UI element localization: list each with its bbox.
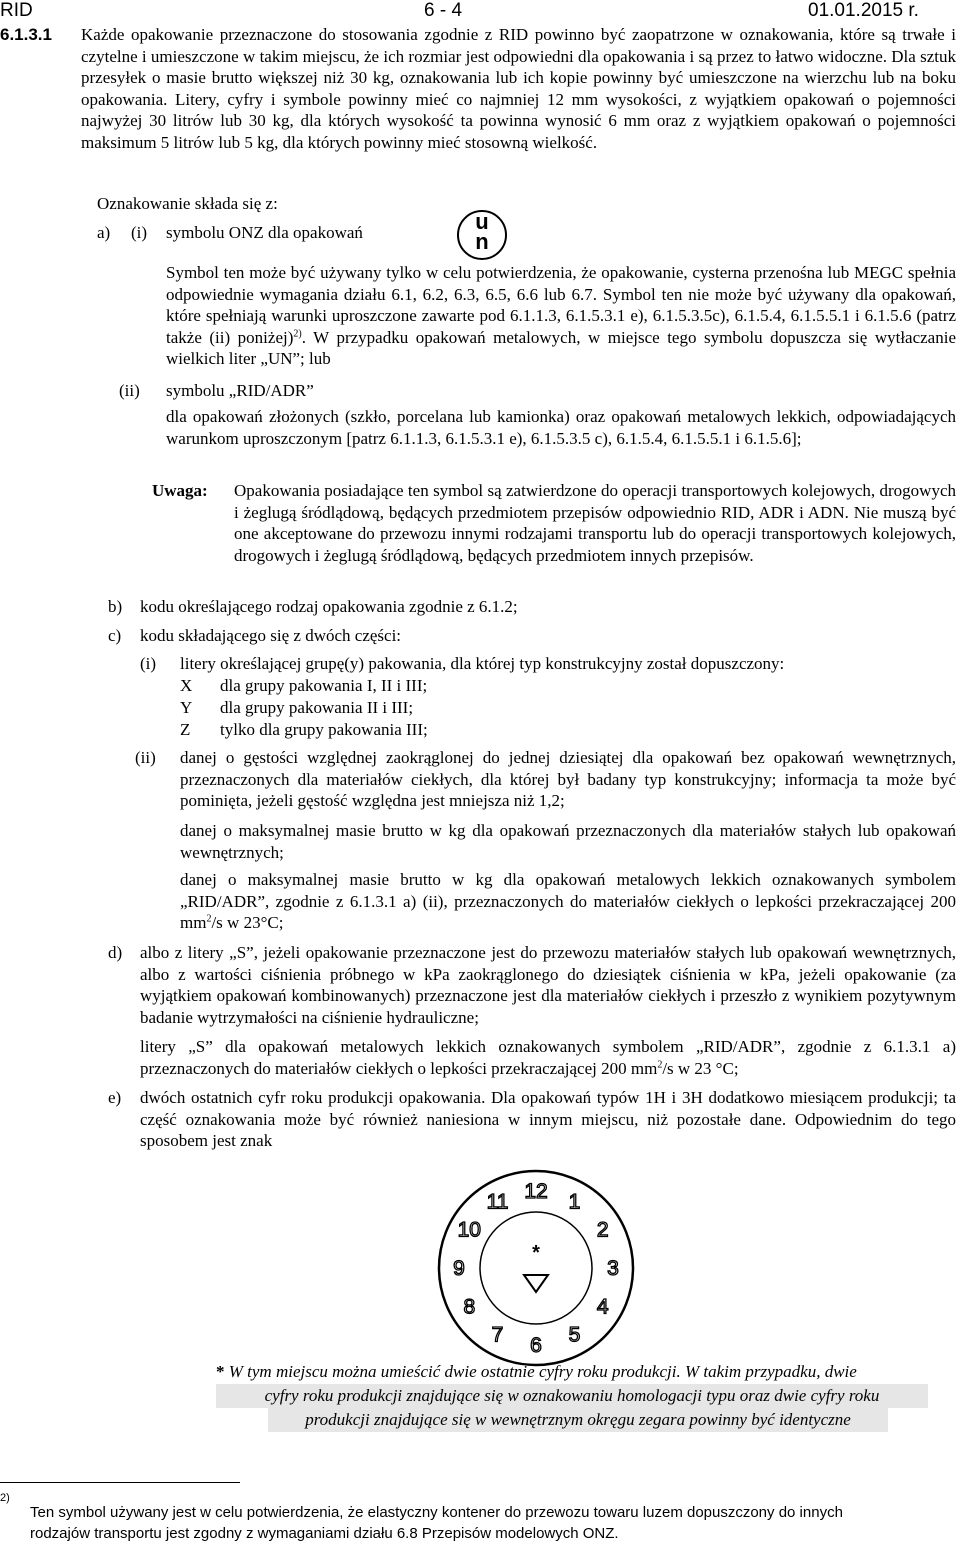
clock-month-pointer [524,1275,548,1292]
item-c-label: c) [108,626,122,645]
clock-numbers [453,1180,619,1357]
clock-inner-ring [480,1212,592,1324]
item-c-ii-label: (ii) [135,748,156,767]
item-a-i-description: Symbol ten może być używany tylko w celu potwierdzenia, że opakowanie, cysterna przenośna lub MEGC spełnia odpowiednie wymagania działu 6.1, 6.2, 6.3, 6.5, 6.6 lub 6.7. Symbol ten nie może być używany dla opakowań, które spełniają warunki uproszczone zawarte pod 6.1.1.3, 6.1.5.3.1 e), 6.1.5.3.5c), 6.1.5.4, 6.1.5.5.1 i 6.1.5.6 (patrz także (ii) poniżej)$^{2)}$. W przypadku opakowań metalowych, w miejsce tego symbolu dopuszcza się wytłaczanie wielkich liter „UN”; lub [166,263,956,369]
clock-center-star: * [532,1242,540,1264]
footnote-separator [0,1482,240,1483]
footnote-line-1: Ten symbol używany jest w celu potwierdzenia, że elastyczny kontener do przewozu towaru luzem dopuszczony do innych [30,1504,843,1521]
clock-number-2: 2 [596,1218,609,1242]
item-d-text2: litery „S” dla opakowań metalowych lekkich oznakowanych symbolem „RID/ADR”, zgodnie z 6.1.3.1 a) przeznaczonych do materiałów ciekłych o lepkości przekraczającej 200 $mm^2/s$ w 23 °C; [140,1037,956,1078]
clock-number-1: 1 [568,1190,581,1214]
section-intro: Każde opakowanie przeznaczone do stosowania zgodnie z RID powinno być zaopatrzone w oznakowania, które są trwałe i czytelne i umieszczone w takim miejscu, że ich rozmiar jest odpowiedni dla opakowania i są przez to łatwo widoczne. Dla sztuk przesyłek o masie brutto większej niż 30 kg, oznakowania lub ich kopie powinny być umieszczone na wierzchu lub na boku opakowania. Litery, cyfry i symbole powinny mieć co najmniej 12 mm wysokości, z wyjątkiem opakowań o pojemności najwyżej 30 litrów lub 30 kg, dla których wysokość ta powinna wynosić 6 mm oraz z wyjątkiem opakowań o pojemności maksimum 5 litrów lub 5 kg, dla których powinny mieć stosowną wielkość. [81,25,956,152]
note-line-2: cyfry roku produkcji znajdujące się w oznakowaniu homologacji typu oraz dwie cyfry roku [216,1384,928,1408]
item-a-ii-description: dla opakowań złożonych (szkło, porcelana lub kamionka) oraz opakowań metalowych lekkich, odpowiadających warunkom uproszczonym [patrz 6.1.1.3, 6.1.5.3.1 e), 6.1.5.3.5 c), 6.1.5.4, 6.1.5.5.1 i 6.1.5.6]; [166,407,956,448]
item-c-ii-text2: danej o maksymalnej masie brutto w kg dla opakowań przeznaczonych dla materiałów stałych lub opakowań wewnętrznych; [180,821,956,862]
item-e-label: e) [108,1088,122,1107]
item-b-text: kodu określającego rodzaj opakowania zgodnie z 6.1.2; [140,597,518,616]
group-y-letter: Y [180,698,193,717]
item-a-label: a) [97,223,111,242]
clock-number-9: 9 [453,1257,465,1280]
clock-number-12: 12 [524,1180,548,1203]
header-date: 01.01.2015 r. [808,0,919,21]
un-symbol [457,210,507,260]
note-star: * [216,1362,225,1381]
uwaga-text: Opakowania posiadające ten symbol są zatwierdzone do operacji transportowych kolejowych, drogowych i żeglugą śródlądową, będących przedmiotem przepisów odpowiednio RID, ADR i ADN. Nie muszą być one akceptowane do przewozu innymi rodzajami transportu lub do operacji transportowych kolejowych, drogowych i żeglugą śródlądową, będących przedmiotem innych przepisów. [234,481,956,565]
clock-number-3: 3 [607,1257,619,1280]
item-c-ii-text3: danej o maksymalnej masie brutto w kg dla opakowań metalowych lekkich oznakowanych symbolem „RID/ADR”, zgodnie z 6.1.3.1 a) (ii), przeznaczonych do materiałów ciekłych o lepkości przekraczającej 200 $mm^2/s$ w 23°C; [180,870,956,933]
group-y-text: dla grupy pakowania II i III; [220,698,414,717]
item-c-ii-text1: danej o gęstości względnej zaokrąglonej do jednej dziesiątej dla opakowań bez opakowań wewnętrznych, przeznaczonych dla materiałów ciekłych, dla której był badany typ konstrukcyjny; informacja ta może być pominięta, jeżeli gęstość względna jest mniejsza niż 1,2; [180,748,956,811]
clock-number-7: 7 [491,1323,504,1347]
item-c-i-text: litery określającej grupę(y) pakowania, dla której typ konstrukcyjny został dopuszczony: [180,654,785,673]
item-b-label: b) [108,597,123,616]
header-left: RID [0,0,33,21]
clock-number-10: 10 [457,1218,481,1242]
section-lead: Oznakowanie składa się z: [97,194,278,213]
un-symbol-n: n [475,229,489,254]
group-z-letter: Z [180,720,191,739]
item-d-label: d) [108,943,123,962]
header-page-number: 6 - 4 [424,0,463,21]
item-a-ii-text: symbolu „RID/ADR” [166,381,314,400]
item-d-text1: albo z litery „S”, jeżeli opakowanie przeznaczone jest do przewozu materiałów stałych lub opakowań wewnętrznych, albo z wartości ciśnienia próbnego w kPa zaokrąglonego do dziesiątek ciśnienia w kPa, jeżeli opakowanie (za wyjątkiem opakowań kombinowanych) przeznaczone jest dla materiałów ciekłych i przeszło z wynikiem pozytywnym badanie wytrzymałości na ciśnienie hydrauliczne; [140,943,956,1027]
item-c-text: kodu składającego się z dwóch części: [140,626,402,645]
production-date-clock [436,1168,636,1368]
footnote-line-2: rodzajów transportu jest zgodny z wymaganiami działu 6.8 Przepisów modelowych ONZ. [30,1525,619,1542]
item-a-i-text: symbolu ONZ dla opakowań [166,223,363,242]
clock-number-4: 4 [596,1295,609,1319]
un-symbol-u: u [475,209,489,234]
clock-number-5: 5 [568,1323,581,1347]
note-line-3: produkcji znajdujące się w wewnętrznym okręgu zegara powinny być identyczne [268,1408,888,1432]
group-z-text: tylko dla grupy pakowania III; [220,720,428,739]
clock-number-11: 11 [486,1190,509,1214]
uwaga-label: Uwaga: [152,481,208,500]
item-e-text: dwóch ostatnich cyfr roku produkcji opakowania. Dla opakowań typów 1H i 3H dodatkowo miesiącem produkcji; ta część oznakowania może być również naniesiona w innym miejscu, niż pozostałe dane. Odpowiednim do tego sposobem jest znak [140,1088,956,1151]
item-c-i-label: (i) [140,654,157,673]
item-a-ii-label: (ii) [119,381,140,400]
clock-note: * W tym miejscu można umieścić dwie ostatnie cyfry roku produkcji. W takim przypadku, dwie cyfry roku produkcji znajdujące się w oznakowaniu homologacji typu oraz dwie cyfry roku produkcji znajdujące się w wewnętrznym okręgu zegara powinny być identyczne [216,1360,928,1432]
group-x-text: dla grupy pakowania I, II i III; [220,676,428,695]
clock-number-6: 6 [530,1334,542,1357]
group-x-letter: X [180,676,193,695]
item-a-i-label: (i) [131,223,148,242]
clock-number-8: 8 [463,1295,476,1319]
footnote-marker: 2) [0,1492,10,1504]
section-number: 6.1.3.1 [0,25,52,44]
